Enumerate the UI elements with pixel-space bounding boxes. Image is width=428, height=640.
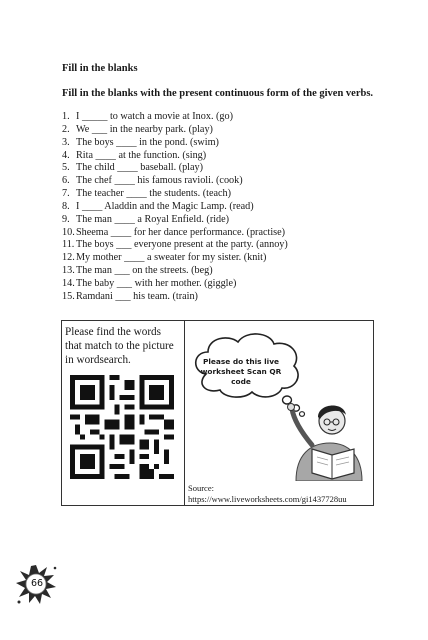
box-divider xyxy=(184,321,185,505)
list-item: 10.Sheema ____ for her dance performance. (practise) xyxy=(62,226,286,238)
teacher-reading-icon xyxy=(282,399,374,481)
list-item: 13.The man ___ on the streets. (beg) xyxy=(62,265,213,277)
list-item: 11. The boys ___ everyone present at the party. (annoy) xyxy=(62,239,288,251)
qr-code-icon[interactable] xyxy=(70,375,174,479)
source-citation: Source: https://www.liveworksheets.com/gi1437728uu xyxy=(188,483,347,504)
cloud-text: Please do this live worksheet Scan QR code xyxy=(200,357,282,386)
list-item: 4. Rita ____ at the function. (sing) xyxy=(62,149,207,161)
list-item: 9. The man ____ a Royal Enfield. (ride) xyxy=(62,213,230,225)
list-item: 15.Ramdani ___ his team. (train) xyxy=(62,290,198,302)
list-item: 14.The baby ___ with her mother. (giggle) xyxy=(62,277,237,289)
list-item: 1. I _____ to watch a movie at Inox. (go) xyxy=(62,111,234,122)
list-item: 2. We ___ in the nearby park. (play) xyxy=(62,123,213,135)
wordsearch-instruction: Please find the words that match to the picture in wordsearch. xyxy=(65,326,174,366)
list-item: 5. The child ____ baseball. (play) xyxy=(62,162,204,174)
list-item: 6. The chef ____ his famous ravioli. (cook) xyxy=(62,175,243,187)
page-number: 66 xyxy=(30,578,44,589)
section-title: Fill in the blanks xyxy=(62,63,138,74)
list-item: 3. The boys ____ in the pond. (swim) xyxy=(62,136,219,148)
list-item: 8. I ____ Aladdin and the Magic Lamp. (read) xyxy=(62,200,254,212)
list-item: 12.My mother ____ a sweater for my sister. (knit) xyxy=(62,252,267,264)
list-item: 7. The teacher ____ the students. (teach) xyxy=(62,188,232,200)
exercise-list xyxy=(62,111,288,304)
activity-box xyxy=(61,320,374,506)
exercise-instruction: Fill in the blanks with the present continuous form of the given verbs. xyxy=(62,88,374,99)
